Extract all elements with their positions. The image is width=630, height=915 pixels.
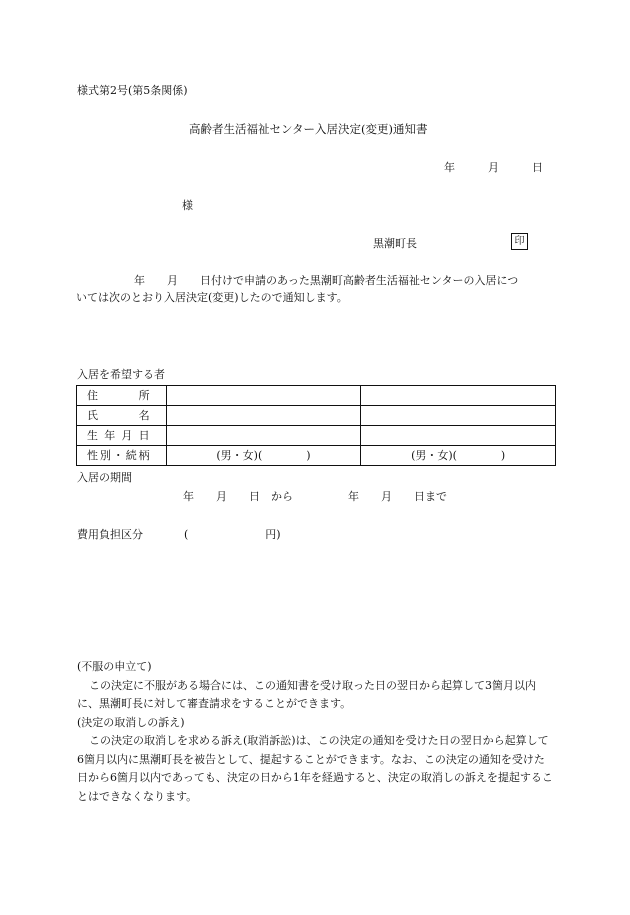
issuer-name: 黒潮町長	[373, 237, 417, 250]
form-number: 様式第2号(第5条関係)	[77, 84, 188, 97]
addressee-suffix: 様	[182, 199, 193, 212]
birthdate-field-1[interactable]	[166, 426, 361, 446]
date-day-label: 日	[532, 161, 543, 174]
table-row	[77, 386, 556, 406]
address-field-2[interactable]	[361, 386, 556, 406]
objection-heading: (不服の申立て)	[77, 660, 152, 673]
date-month-label: 月	[488, 161, 499, 174]
row-label-address: 住所	[77, 386, 167, 406]
applicant-table	[76, 385, 556, 466]
cost-value: ( 円)	[184, 528, 281, 541]
revocation-text: この決定の取消しを求める訴え(取消訴訟)は、この決定の通知を受けた日の翌日から起算して6箇月以内に黒潮町長を被告として、提起することができます。なお、この決定の通知を受けた日から6箇月以内であっても、決定の日から1年を経過すると、決定の取消しの訴えを提起することはできなくなります。	[77, 734, 553, 803]
gender-relation-field-1[interactable]: (男・女)( )	[166, 446, 361, 466]
address-field-1[interactable]	[166, 386, 361, 406]
cost-label: 費用負担区分	[77, 528, 143, 541]
row-label-birthdate: 生年月日	[77, 426, 167, 446]
table-row	[77, 446, 556, 466]
cost-burden	[77, 527, 281, 542]
name-field-2[interactable]	[361, 406, 556, 426]
notice-body-line-1: 年 月 日付けで申請のあった黒潮町高齢者生活福祉センターの入居につ	[134, 274, 519, 287]
row-label-gender-relation: 性別・続柄	[77, 446, 167, 466]
date-year-label: 年	[444, 161, 455, 174]
notice-body-line-2: いては次のとおり入居決定(変更)したので通知します。	[76, 291, 348, 304]
table-row	[77, 426, 556, 446]
name-field-1[interactable]	[166, 406, 361, 426]
period-dates: 年 月 日 から 年 月 日まで	[183, 490, 447, 503]
table-row	[77, 406, 556, 426]
issue-date	[444, 160, 543, 175]
legal-notes	[77, 658, 555, 806]
applicant-section-label: 入居を希望する者	[77, 368, 165, 381]
period-label: 入居の期間	[77, 471, 132, 484]
objection-text: この決定に不服がある場合には、この通知書を受け取った日の翌日から起算して3箇月以内に、黒潮町長に対して審査請求をすることができます。	[77, 678, 536, 710]
document-title: 高齢者生活福祉センター入居決定(変更)通知書	[189, 122, 428, 136]
notice-body	[76, 272, 554, 306]
gender-relation-field-2[interactable]: (男・女)( )	[361, 446, 556, 466]
revocation-heading: (決定の取消しの訴え)	[77, 715, 185, 729]
seal-mark: 印	[511, 233, 528, 250]
birthdate-field-2[interactable]	[361, 426, 556, 446]
row-label-name: 氏名	[77, 406, 167, 426]
